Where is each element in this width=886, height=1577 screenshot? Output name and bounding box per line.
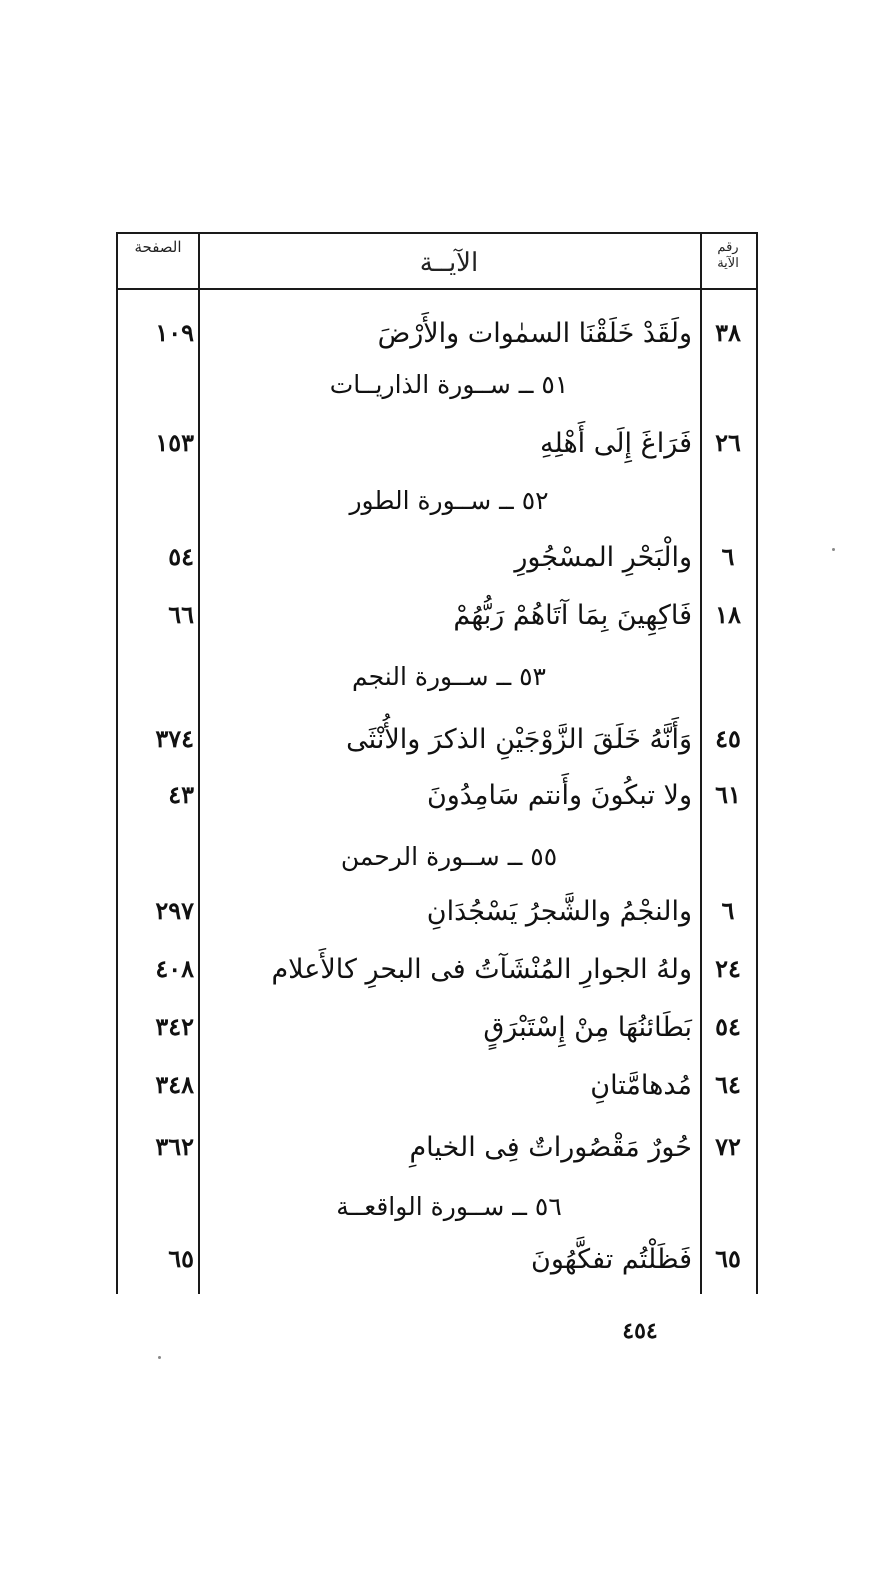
page-number: ٤٠٨ (155, 954, 194, 983)
ayah-text: فَرَاغَ إِلَى أَهْلِهِ (540, 428, 692, 459)
table-right-border (756, 232, 758, 1294)
page-folio-number: ٤٥٤ (622, 1318, 658, 1344)
surah-heading: ٥٣ ــ ســورة النجم (352, 662, 546, 691)
ayah-number: ٦٤ (715, 1070, 741, 1099)
number-column-header-line2: الآية (717, 256, 739, 271)
ayah-text: فَاكِهِينَ بِمَا آتَاهُمْ رَبُّهُمْ (453, 600, 692, 631)
surah-heading: ٥٥ ــ ســورة الرحمن (340, 842, 558, 871)
ayah-number: ٦١ (715, 780, 741, 809)
page-number: ٢٩٧ (155, 896, 194, 925)
table-header-rule (116, 288, 758, 290)
page-number: ٤٣ (168, 780, 194, 809)
ayah-number: ٢٤ (715, 954, 741, 983)
ayah-text: ولَقَدْ خَلَقْنَا السمٰوات والأَرْضَ (377, 318, 692, 349)
page-number: ٣٦٢ (155, 1132, 194, 1161)
surah-heading: ٥٢ ــ ســورة الطور (349, 486, 549, 515)
surah-heading: ٥٦ ــ ســورة الواقعــة (336, 1192, 562, 1221)
ayah-number: ٤٥ (715, 724, 741, 753)
number-column-divider (700, 232, 702, 1294)
page-number: ٦٥ (168, 1244, 194, 1273)
ayah-number: ١٨ (715, 600, 741, 629)
surah-heading: ٥١ ــ ســورة الذاريــات (329, 370, 569, 399)
page-number: ١٥٣ (155, 428, 194, 457)
ayah-column-header: الآيــة (419, 248, 479, 278)
ayah-text: حُورٌ مَقْصُوراتٌ فِى الخيامِ (409, 1132, 692, 1163)
ayah-number: ٢٦ (715, 428, 741, 457)
ayah-number: ٧٢ (715, 1132, 741, 1161)
ayah-number: ٦ (721, 896, 735, 925)
ayah-text: والنجْمُ والشَّجرُ يَسْجُدَانِ (426, 896, 692, 927)
ayah-text: فَظَلْتُم تفكَّهُونَ (531, 1244, 692, 1275)
ayah-text: ولهُ الجوارِ المُنْشَآتُ فى البحرِ كالأَعلام (271, 954, 692, 985)
ayah-number: ٦٥ (715, 1244, 741, 1273)
ayah-number: ٦ (721, 542, 735, 571)
scan-speck (158, 1356, 161, 1359)
ayah-number: ٥٤ (715, 1012, 741, 1041)
scan-speck (832, 548, 835, 551)
ayah-text: وَأَنَّهُ خَلَقَ الزَّوْجَيْنِ الذكرَ والأُنْثَى (346, 724, 692, 755)
ayah-text: والْبَحْرِ المسْجُورِ (514, 542, 692, 573)
page-column-header: الصفحة (134, 238, 182, 256)
table-left-border (116, 232, 118, 1294)
ayah-text: مُدهامَّتانِ (590, 1070, 692, 1101)
page-number: ٣٤٢ (155, 1012, 194, 1041)
page-number: ٣٧٤ (155, 724, 194, 753)
page-number: ١٠٩ (155, 318, 194, 347)
page-number: ٦٦ (168, 600, 194, 629)
page-column-divider (198, 232, 200, 1294)
ayah-text: بَطَائنُهَا مِنْ إِسْتَبْرَقٍ (483, 1012, 692, 1043)
ayah-text: ولا تبكُونَ وأَنتم سَامِدُونَ (426, 780, 692, 811)
table-top-rule (116, 232, 758, 234)
number-column-header-line1: رقم (717, 240, 739, 255)
number-column-header (702, 240, 754, 272)
page-number: ٥٤ (168, 542, 194, 571)
ayah-number: ٣٨ (715, 318, 741, 347)
page-number: ٣٤٨ (155, 1070, 194, 1099)
